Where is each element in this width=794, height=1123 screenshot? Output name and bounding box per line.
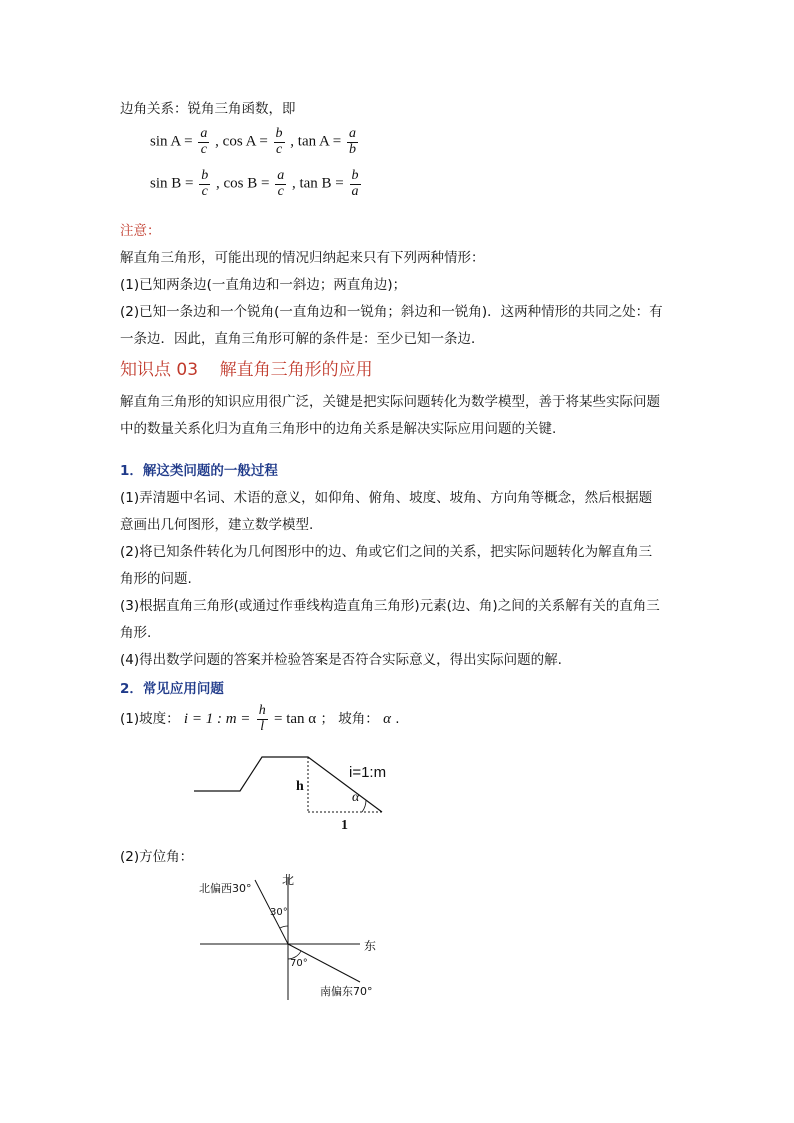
formula-tanA-lhs: , tan A = xyxy=(290,133,342,150)
east-label: 东 xyxy=(364,939,377,953)
section-intro-line: 中的数量关系化归为直角三角形中的边角关系是解决实际应用问题的关键. xyxy=(120,421,557,437)
process-line: 角形. xyxy=(120,625,152,641)
angle-arc xyxy=(362,800,366,812)
note-line: 一条边．因此，直角三角形可解的条件是：至少已知一条边． xyxy=(120,331,485,347)
numerator: a xyxy=(277,168,285,183)
denominator: l xyxy=(260,718,265,734)
note-line: (2)已知一条边和一个锐角(一直角边和一锐角；斜边和一锐角)．这两种情形的共同之处：有 xyxy=(120,304,663,320)
fraction xyxy=(347,127,358,157)
formula-sinA-lhs: sin A = xyxy=(150,133,193,150)
formula-sinB-lhs: sin B = xyxy=(150,175,194,192)
numerator: b xyxy=(201,168,209,183)
denominator: a xyxy=(351,183,359,199)
denominator: c xyxy=(201,183,208,199)
fraction xyxy=(198,127,209,157)
formula-row-2 xyxy=(150,169,363,199)
slope-definition xyxy=(120,704,400,734)
numerator: a xyxy=(349,126,357,141)
numerator: h xyxy=(258,703,266,718)
section-intro-line: 解直角三角形的知识应用很广泛，关键是把实际问题转化为数学模型，善于将某些实际问题 xyxy=(120,394,660,410)
angle-70-label: 70° xyxy=(290,958,308,969)
process-line: (3)根据直角三角形(或通过作垂线构造直角三角形)元素(边、角)之间的关系解有关的直角三 xyxy=(120,598,660,614)
angle-arc-30 xyxy=(280,926,288,928)
formula-cosA-lhs: , cos A = xyxy=(215,133,268,150)
fraction xyxy=(350,169,361,199)
denominator: c xyxy=(277,183,284,199)
slope-fraction xyxy=(257,704,268,734)
note-line: (1)已知两条边(一直角边和一斜边；两直角边)； xyxy=(120,277,407,293)
formula-row-1 xyxy=(150,127,360,157)
slope-equation-right: = tan α xyxy=(274,711,317,728)
nw-bearing-label: 北偏西30° xyxy=(199,882,252,895)
se-bearing-label: 南偏东70° xyxy=(320,985,373,998)
process-line: 意画出几何图形，建立数学模型. xyxy=(120,517,314,533)
alpha-label: α xyxy=(352,790,360,805)
bearing-heading: (2)方位角： xyxy=(120,849,194,865)
numerator: b xyxy=(351,168,359,183)
subsection-2-title: 2．常见应用问题 xyxy=(120,681,224,697)
slope-ratio-label: i=1:m xyxy=(349,764,387,781)
north-label: 北 xyxy=(282,873,295,887)
subsection-1-title: 1．解这类问题的一般过程 xyxy=(120,463,278,479)
formula-tanB-lhs: , tan B = xyxy=(291,175,344,192)
slope-angle-label: ； 坡角： xyxy=(320,711,379,728)
intro-text: 边角关系：锐角三角函数，即 xyxy=(120,101,296,117)
slope-end: . xyxy=(395,711,400,728)
fraction xyxy=(199,169,210,199)
slope-prefix: (1)坡度： xyxy=(120,711,180,728)
denominator: b xyxy=(349,141,357,157)
note-label: 注意： xyxy=(120,223,161,239)
process-line: (4)得出数学问题的答案并检验答案是否符合实际意义，得出实际问题的解. xyxy=(120,652,562,668)
fraction xyxy=(275,169,286,199)
note-line: 解直角三角形，可能出现的情况归纳起来只有下列两种情形： xyxy=(120,250,485,266)
process-line: (2)将已知条件转化为几何图形中的边、角或它们之间的关系，把实际问题转化为解直角三 xyxy=(120,544,653,560)
process-line: 角形的问题. xyxy=(120,571,192,587)
process-line: (1)弄清题中名词、术语的意义，如仰角、俯角、坡度、坡角、方向角等概念，然后根据题 xyxy=(120,490,653,506)
slope-equation-left: i = 1 : m = xyxy=(183,711,251,728)
section-title: 知识点 03 解直角三角形的应用 xyxy=(120,360,373,380)
height-label: h xyxy=(296,779,304,794)
denominator: c xyxy=(275,141,283,157)
slope-angle-symbol: α xyxy=(383,711,391,728)
numerator: b xyxy=(275,126,283,141)
numerator: a xyxy=(200,126,208,141)
angle-30-label: 30° xyxy=(270,907,288,918)
fraction xyxy=(274,127,285,157)
formula-cosB-lhs: , cos B = xyxy=(215,175,270,192)
denominator: c xyxy=(200,141,208,157)
base-label: 1 xyxy=(341,818,348,833)
